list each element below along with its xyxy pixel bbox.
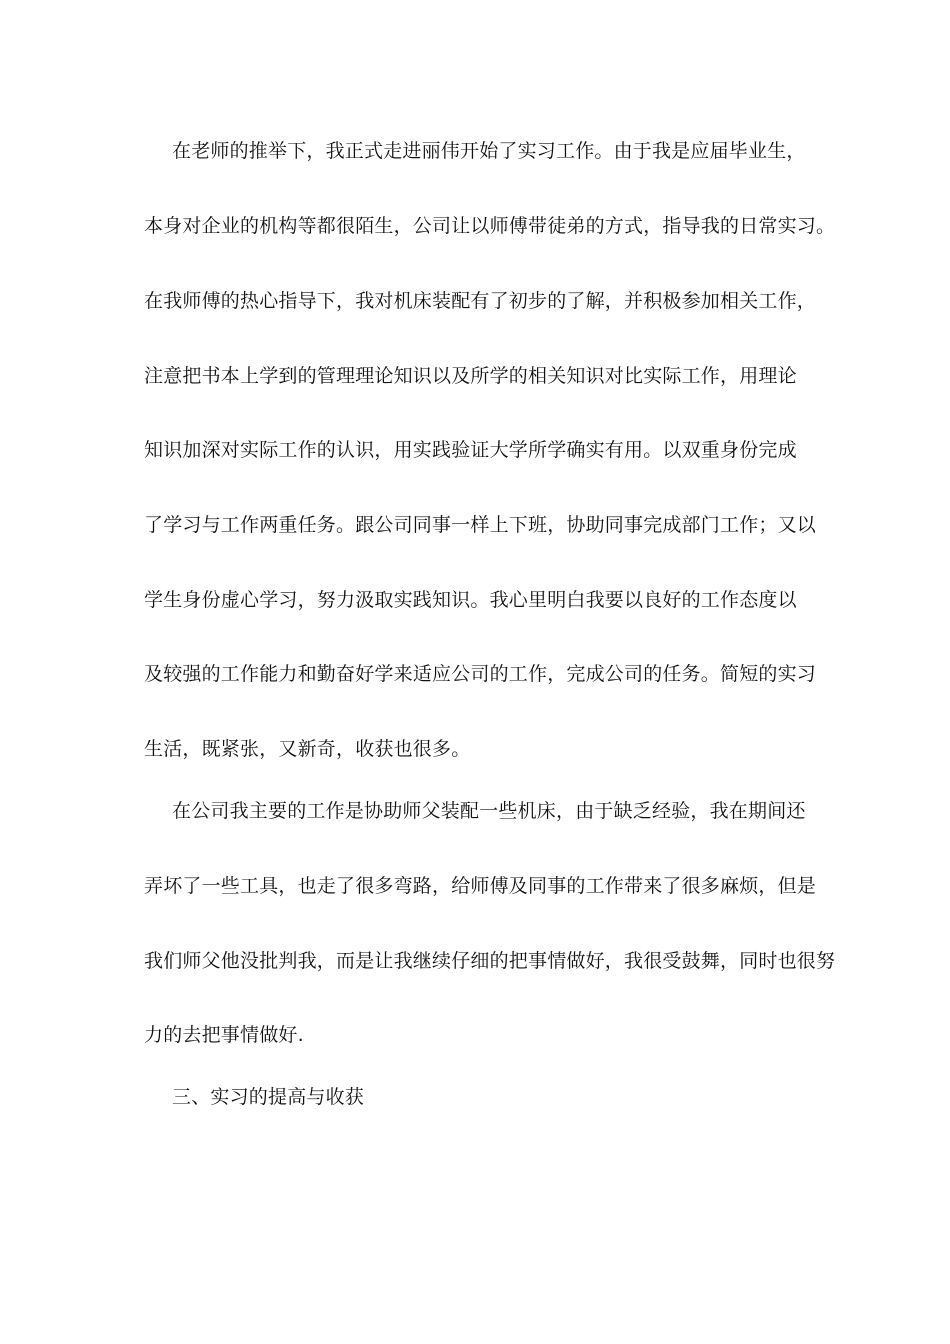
paragraph-line: 生活，既紧张，又新奇，收获也很多。: [144, 738, 471, 760]
paragraph-line: 注意把书本上学到的管理理论知识以及所学的相关知识对比实际工作，用理论: [144, 365, 797, 387]
paragraph-line: 本身对企业的机构等都很陌生，公司让以师傅带徒弟的方式，指导我的日常实习。: [144, 215, 836, 237]
paragraph-line: 了学习与工作两重任务。跟公司同事一样上下班，协助同事完成部门工作；又以: [144, 514, 817, 536]
section-heading: 三、实习的提高与收获: [172, 1086, 365, 1108]
paragraph-line: 弄坏了一些工具，也走了很多弯路，给师傅及同事的工作带来了很多麻烦，但是: [144, 875, 817, 897]
paragraph-line: 学生身份虚心学习，努力汲取实践知识。我心里明白我要以良好的工作态度以: [144, 589, 797, 611]
paragraph-line: 知识加深对实际工作的认识，用实践验证大学所学确实有用。以双重身份完成: [144, 439, 797, 461]
paragraph-line: 我们师父他没批判我，而是让我继续仔细的把事情做好，我很受鼓舞，同时也很努: [144, 950, 836, 972]
paragraph-line: 力的去把事情做好.: [144, 1024, 304, 1046]
paragraph-line: 在我师傅的热心指导下，我对机床装配有了初步的了解，并积极参加相关工作，: [144, 290, 817, 312]
paragraph-line: 及较强的工作能力和勤奋好学来适应公司的工作，完成公司的任务。简短的实习: [144, 663, 817, 685]
paragraph-line: 在公司我主要的工作是协助师父装配一些机床，由于缺乏经验，我在期间还: [172, 800, 806, 822]
paragraph-line: 在老师的推举下，我正式走进丽伟开始了实习工作。由于我是应届毕业生，: [172, 140, 806, 162]
